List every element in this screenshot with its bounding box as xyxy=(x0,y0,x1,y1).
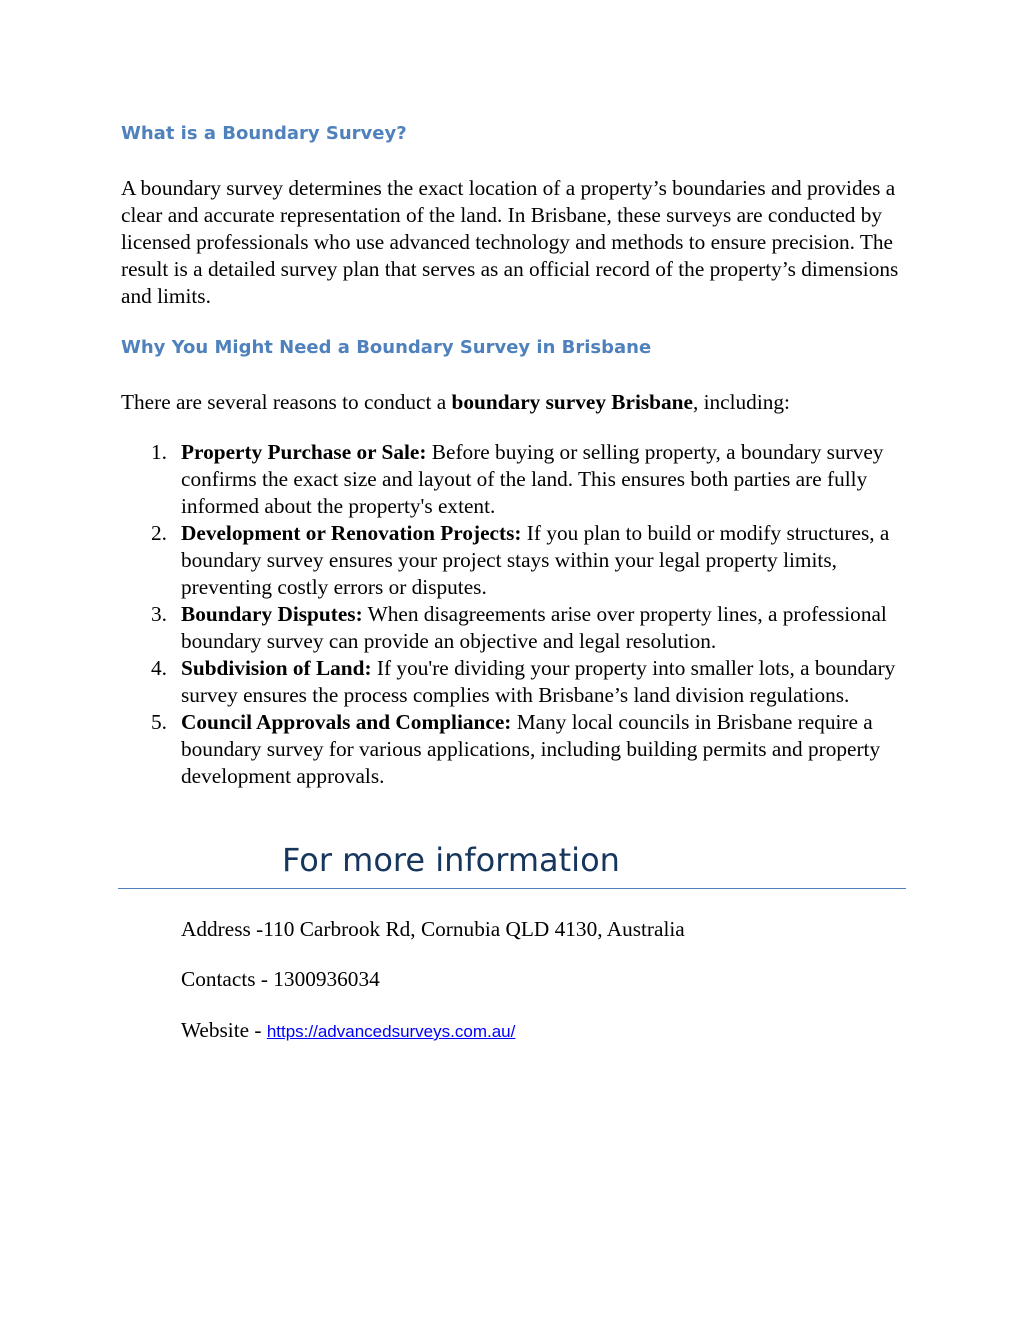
list-item-lead: Development or Renovation Projects: xyxy=(181,521,522,545)
contacts-line: Contacts - 1300936034 xyxy=(181,967,380,991)
info-title: For more information xyxy=(282,841,620,879)
list-item-text: Many local councils in Brisbane require a boundary survey for various applications, including building permits and property development approvals. xyxy=(181,710,881,788)
list-item-lead: Subdivision of Land: xyxy=(181,656,372,680)
list-item xyxy=(121,439,911,520)
list-item-number: 1. xyxy=(151,440,167,464)
list-item xyxy=(121,520,911,601)
address-line: Address -110 Carbrook Rd, Cornubia QLD 4130, Australia xyxy=(181,917,685,941)
reasons-intro-keyword: boundary survey Brisbane xyxy=(451,390,693,414)
list-item-number: 4. xyxy=(151,656,167,680)
list-item-lead: Council Approvals and Compliance: xyxy=(181,710,512,734)
website-line xyxy=(181,1017,515,1045)
list-item-number: 2. xyxy=(151,521,167,545)
heading-what-is-boundary-survey: What is a Boundary Survey? xyxy=(121,123,407,144)
list-item-text: When disagreements arise over property lines, a professional boundary survey can provide an objective and legal resolution. xyxy=(181,602,887,653)
website-link[interactable]: https://advancedsurveys.com.au/ xyxy=(266,1022,516,1041)
heading-why-you-might-need: Why You Might Need a Boundary Survey in Brisbane xyxy=(121,337,652,358)
list-item xyxy=(121,601,911,655)
list-item xyxy=(121,655,911,709)
list-item-number: 3. xyxy=(151,602,167,626)
list-item xyxy=(121,709,911,790)
title-underline-divider xyxy=(118,888,906,889)
list-item-text: Before buying or selling property, a boundary survey confirms the exact size and layout of the land. This ensures both parties are fully informed about the property's extent. xyxy=(181,440,884,518)
list-item-text: If you're dividing your property into smaller lots, a boundary survey ensures the process complies with Brisbane’s land division regulations. xyxy=(181,656,896,707)
reasons-intro-paragraph xyxy=(121,389,911,416)
list-item-number: 5. xyxy=(151,710,167,734)
reasons-intro-end: , including: xyxy=(692,390,790,414)
list-item-lead: Property Purchase or Sale: xyxy=(181,440,427,464)
reasons-intro-start: There are several reasons to conduct a xyxy=(121,390,452,414)
list-item-text: If you plan to build or modify structures, a boundary survey ensures your project stays within your legal property limits, preventing costly errors or disputes. xyxy=(181,521,890,599)
reasons-list xyxy=(121,439,911,790)
website-label: Website - xyxy=(181,1018,267,1042)
intro-paragraph: A boundary survey determines the exact location of a property’s boundaries and provides a clear and accurate representation of the land. In Brisbane, these surveys are conducted by licensed professionals who use advanced technology and methods to ensure precision. The result is a detailed survey plan that serves as an official record of the property’s dimensions and limits. xyxy=(121,176,899,308)
list-item-lead: Boundary Disputes: xyxy=(181,602,363,626)
